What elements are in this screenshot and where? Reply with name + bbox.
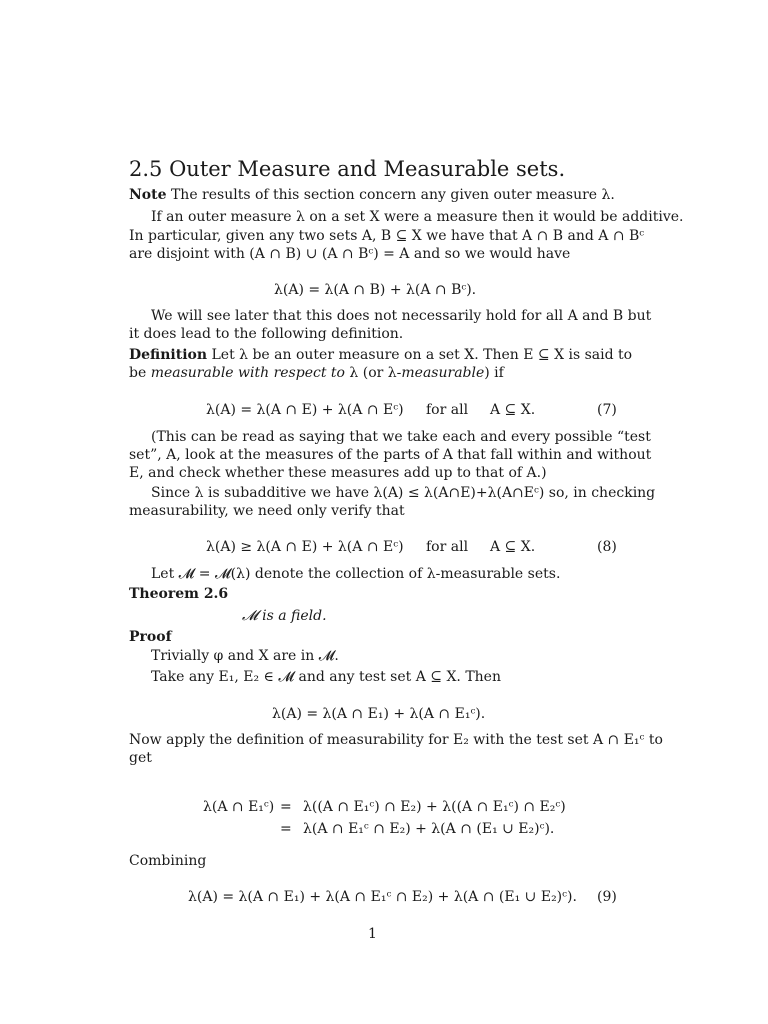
definition-term: measurable bbox=[401, 365, 485, 381]
equation-8-condition: for all bbox=[426, 539, 469, 555]
paragraph-line: We will see later that this does not necessarily hold for all A and B but bbox=[151, 308, 652, 324]
definition-text: λ (or λ- bbox=[344, 365, 402, 381]
definition-line bbox=[129, 364, 617, 383]
paragraph-line: Combining bbox=[129, 853, 207, 869]
definition-text: Let λ be an outer measure on a set X. Then E ⊆ X is said to bbox=[211, 347, 633, 363]
paragraph-line: get bbox=[129, 750, 152, 766]
aligned-equation-lhs: λ(A ∩ E₁ᶜ) bbox=[203, 799, 275, 815]
paragraph-line: are disjoint with (A ∩ B) ∪ (A ∩ Bᶜ) = A and so we would have bbox=[129, 246, 571, 262]
aligned-equation-rhs-1: λ((A ∩ E₁ᶜ) ∩ E₂) + λ((A ∩ E₁ᶜ) ∩ E₂ᶜ) bbox=[303, 799, 566, 815]
equation-9: λ(A) = λ(A ∩ E₁) + λ(A ∩ E₁ᶜ ∩ E₂) + λ(A ∩ (E₁ ∪ E₂)ᶜ). bbox=[188, 889, 577, 905]
equation-number-7: (7) bbox=[597, 402, 617, 418]
paragraph-line: set”, A, look at the measures of the parts of A that fall within and without bbox=[129, 447, 652, 463]
paragraph-line: measurability, we need only verify that bbox=[129, 503, 405, 519]
theorem-label: Theorem 2.6 bbox=[129, 586, 229, 602]
paragraph-line: it does lead to the following definition. bbox=[129, 326, 404, 342]
proof-label: Proof bbox=[129, 629, 172, 645]
equation-7-condition: for all bbox=[426, 402, 469, 418]
definition-label: Definition bbox=[129, 347, 208, 363]
equation-8-lhs: λ(A) ≥ λ(A ∩ E) + λ(A ∩ Eᶜ) bbox=[206, 539, 404, 555]
equation-7-lhs: λ(A) = λ(A ∩ E) + λ(A ∩ Eᶜ) bbox=[206, 402, 404, 418]
aligned-equation-rhs-2: λ(A ∩ E₁ᶜ ∩ E₂) + λ(A ∩ (E₁ ∪ E₂)ᶜ). bbox=[303, 821, 555, 837]
page-number: 1 bbox=[368, 926, 377, 942]
proof-line: Trivially φ and X are in 𝓜. bbox=[151, 648, 339, 664]
aligned-equation-equals: = bbox=[280, 799, 292, 815]
paragraph-line: Since λ is subadditive we have λ(A) ≤ λ(A∩E)+λ(A∩Eᶜ) so, in checking bbox=[151, 485, 656, 501]
proof-heading bbox=[129, 628, 617, 647]
equation-7-set: A ⊆ X. bbox=[490, 402, 536, 418]
note-text: The results of this section concern any given outer measure λ. bbox=[170, 187, 615, 203]
note-label: Note bbox=[129, 187, 167, 203]
definition-paragraph bbox=[129, 346, 633, 365]
definition-text: ) if bbox=[484, 365, 504, 381]
equation-additive: λ(A) = λ(A ∩ B) + λ(A ∩ Bᶜ). bbox=[274, 282, 477, 298]
paragraph-line: Let 𝓜 = 𝓜(λ) denote the collection of λ-measurable sets. bbox=[151, 566, 561, 582]
definition-text: be bbox=[129, 365, 151, 381]
equation-8-set: A ⊆ X. bbox=[490, 539, 536, 555]
note-paragraph bbox=[129, 186, 617, 205]
theorem-statement: 𝓜 is a field. bbox=[242, 608, 327, 624]
paragraph-line: (This can be read as saying that we take each and every possible “test bbox=[151, 429, 651, 445]
equation-number-9: (9) bbox=[597, 889, 617, 905]
aligned-equation-equals: = bbox=[280, 821, 292, 837]
theorem-heading bbox=[129, 585, 617, 604]
equation-number-8: (8) bbox=[597, 539, 617, 555]
equation-split: λ(A) = λ(A ∩ E₁) + λ(A ∩ E₁ᶜ). bbox=[272, 706, 486, 722]
paragraph-line: E, and check whether these measures add up to that of A.) bbox=[129, 465, 547, 481]
proof-line: Take any E₁, E₂ ∈ 𝓜 and any test set A ⊆ X. Then bbox=[151, 669, 501, 685]
paragraph-line: Now apply the definition of measurability for E₂ with the test set A ∩ E₁ᶜ to bbox=[129, 732, 663, 748]
paragraph-line: In particular, given any two sets A, B ⊆ X we have that A ∩ B and A ∩ Bᶜ bbox=[129, 228, 645, 244]
paragraph-line: If an outer measure λ on a set X were a measure then it would be additive. bbox=[151, 209, 684, 225]
definition-term: measurable with respect to bbox=[150, 365, 345, 381]
section-title: 2.5 Outer Measure and Measurable sets. bbox=[129, 157, 566, 181]
